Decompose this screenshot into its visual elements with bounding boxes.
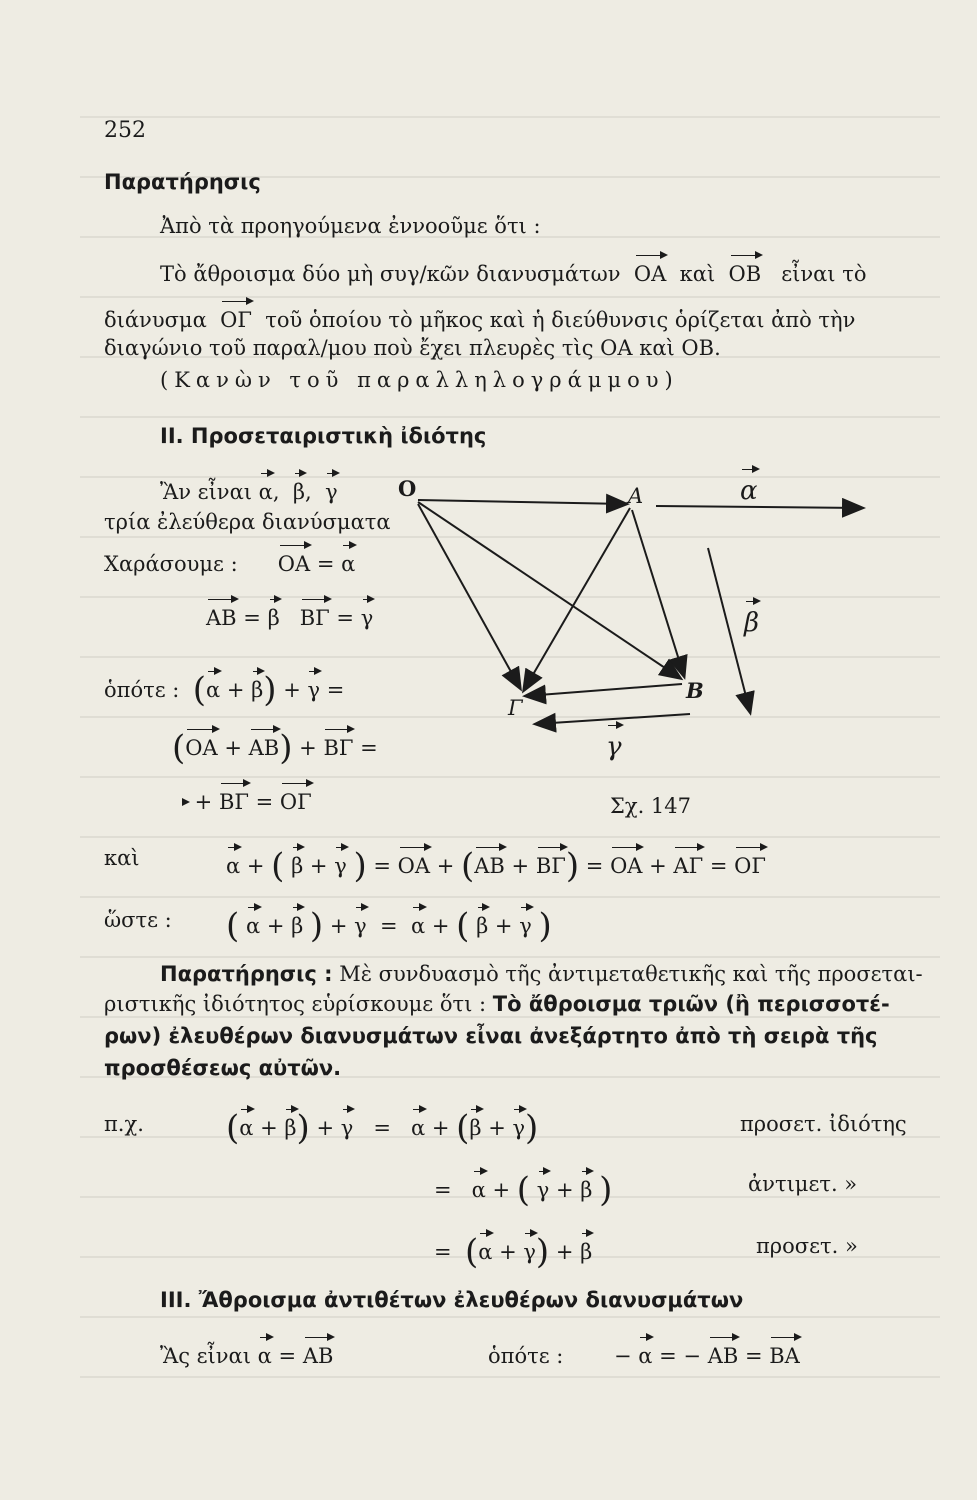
eq-oa: ΟΑ [277,552,311,576]
and-oa: ΟΑ [397,854,431,878]
fig-label-beta-text: β [744,608,760,638]
fig-label-alpha [740,476,758,506]
fig-label-b: Β [686,678,704,703]
paragraph-line-3: διαγώνιο τοῦ παραλ/μου ποὺ ἔχει πλευρὲς τὶς ΟΑ καὶ ΟΒ. [104,336,721,360]
ex1-alpha: α [239,1116,254,1140]
fig-label-a: Α [628,484,644,508]
then-beta: β [251,678,264,702]
free-vectors-text: τρία ἐλεύθερα διανύσματα [104,510,391,534]
eq-ab-beta: β [267,606,280,630]
let-line: Ἂς εἶναι α = ΑΒ [160,1344,334,1368]
obs2-label: Παρατήρησις : [160,962,333,986]
p1-text: Τὸ ἄθροισμα δύο μὴ συγ/κῶν διανυσμάτων [160,262,621,286]
eq-ab: ΑΒ [206,606,237,630]
then-alpha: α [205,678,221,702]
opp-ab: ΑΒ [707,1344,739,1368]
let-alpha: α [257,1344,272,1368]
fig-label-gamma [606,732,622,762]
fig-label-alpha-text: α [740,476,758,506]
example-label: π.χ. [104,1112,144,1136]
obs2-line-3: ρων) ἐλευθέρων διανυσμάτων εἶναι ἀνεξάρτητο ἀπὸ τὴ σειρὰ τῆς [104,1024,878,1048]
hence-alpha-2: α [411,914,426,938]
then-gamma: γ [307,678,321,702]
example-eq-1: (α + β) + γ = α + (β + γ) [226,1108,539,1148]
ex2-beta: β [580,1178,593,1202]
ex1-beta-2: β [469,1116,482,1140]
sum1-ab: ΑΒ [248,736,280,760]
line-a-g [524,508,630,690]
ex2-alpha: α [471,1178,486,1202]
draw-label: Χαράσουμε : [104,552,238,576]
p2-text: διάνυσμα [104,308,207,332]
and-beta: β [291,854,304,878]
fig-label-beta [744,608,759,638]
and-gamma: γ [334,854,347,878]
vec-gamma: γ [325,480,338,504]
example-eq-2: = α + ( γ + β ) [434,1170,613,1210]
sum-line-1: (ΟΑ + ΑΒ) + ΒΓ = [172,728,378,768]
p2-rest: τοῦ ὁποίου τὸ μῆκος καὶ ἡ διεύθυνσις ὁρίζεται ἀπὸ τὴν [265,308,856,332]
ex3-gamma: γ [523,1240,536,1264]
parallelogram-rule: (Κανὼν τοῦ παραλληλογράμμου) [160,368,679,392]
ex1-beta: β [284,1116,297,1140]
hence-gamma: γ [354,914,367,938]
sum1-oa: ΟΑ [185,736,218,760]
let-label: Ἂς εἶναι [160,1344,251,1368]
ex1-gamma: γ [340,1116,354,1140]
hence-gamma-2: γ [519,914,532,938]
ex3-alpha: α [478,1240,493,1264]
opposite-equation: − α = − ΑΒ = ΒΑ [614,1344,800,1368]
obs2-text-2b: Τὸ ἄθροισμα τριῶν (ἢ περισσοτέ- [492,992,890,1016]
hence-alpha: α [245,914,261,938]
hence-equation: ( α + β ) + γ = α + ( β + γ ) [226,906,552,946]
figure-caption: Σχ. 147 [610,794,692,818]
free-vector-alpha [656,506,862,508]
hence-label: ὥστε : [104,908,172,932]
ex1-gamma-2: γ [512,1116,526,1140]
prop-2: ἀντιμετ. » [748,1172,858,1196]
then-line: ὁπότε : (α + β) + γ = [104,670,345,710]
opp-alpha: α [638,1344,653,1368]
free-vector-gamma [536,714,690,724]
sum2-og: ΟΓ [279,790,312,814]
section-3-heading: ΙΙΙ. Ἄθροισμα ἀντιθέτων ἐλευθέρων διανυσμάτων [160,1288,744,1312]
obs2-text-2a: ριστικῆς ἰδιότητος εὑρίσκουμε ὅτι : [104,992,487,1016]
example-eq-3: = (α + γ) + β [434,1232,593,1272]
line-o-a [418,500,626,504]
vec-beta: β [292,480,306,504]
fig-label-g: Γ [508,696,523,720]
section-2-heading: ΙΙ. Προσεταιριστικὴ ἰδιότης [160,424,487,448]
vector-ob: ΟΒ [728,262,762,286]
eq-bg: ΒΓ [299,606,330,630]
and-ab: ΑΒ [474,854,505,878]
then-label: ὁπότε : [104,678,180,702]
let-ab: ΑΒ [302,1344,334,1368]
hence-beta: β [291,914,304,938]
p1-kai: καὶ [679,262,716,286]
fig-label-gamma-text: γ [606,732,622,762]
if-text: Ἂν εἶναι [160,480,252,504]
and-bg: ΒΓ [535,854,566,878]
p1-end: εἶναι τὸ [781,262,867,286]
observation-heading: Παρατήρησις [104,170,261,194]
line-b-g [526,684,682,696]
eq-oa-alpha: α [341,552,356,576]
prop-3: προσετ. » [756,1234,858,1258]
page-number: 252 [104,118,146,143]
vector-og: ΟΓ [220,308,252,332]
intro-text: Ἀπὸ τὰ προηγούμενα ἐννοοῦμε ὅτι : [160,214,541,238]
draw-line: Χαράσουμε : ΟΑ = α [104,552,356,576]
obs2-line-4: προσθέσεως αὐτῶν. [104,1056,342,1080]
ex2-gamma: γ [536,1178,550,1202]
and-label: καὶ [104,846,140,870]
and-oa-2: ΟΑ [610,854,643,878]
prop-1: προσετ. ἰδιότης [740,1112,907,1136]
vector-oa: ΟΑ [633,262,667,286]
and-ag: ΑΓ [673,854,704,878]
hence-beta-2: β [476,914,489,938]
sum1-bg: ΒΓ [323,736,354,760]
if-line: Ἂν εἶναι α, β, γ [160,480,338,504]
and-alpha: α [226,854,241,878]
obs2-text-1: Μὲ συνδυασμὸ τῆς ἀντιμεταθετικῆς καὶ τῆς προσεται- [339,962,923,986]
sum2-bg: ΒΓ [218,790,249,814]
line-o-g [418,504,520,688]
ex3-beta: β [580,1240,593,1264]
eq-bg-gamma: γ [360,606,374,630]
then-label-3: ὁπότε : [488,1344,564,1368]
fig-label-o: Ο [398,476,417,501]
and-og: ΟΓ [734,854,766,878]
ex1-alpha-2: α [410,1116,426,1140]
draw-line-2: ΑΒ = β ΒΓ = γ [206,606,374,630]
line-o-b [418,502,680,678]
vec-alpha: α [258,480,273,504]
and-equation: α + ( β + γ ) = ΟΑ + (ΑΒ + ΒΓ) = ΟΑ + ΑΓ = ΟΓ [226,846,766,886]
sum-line-2: + ΒΓ = ΟΓ [188,790,312,814]
opp-ba: ΒΑ [769,1344,800,1368]
